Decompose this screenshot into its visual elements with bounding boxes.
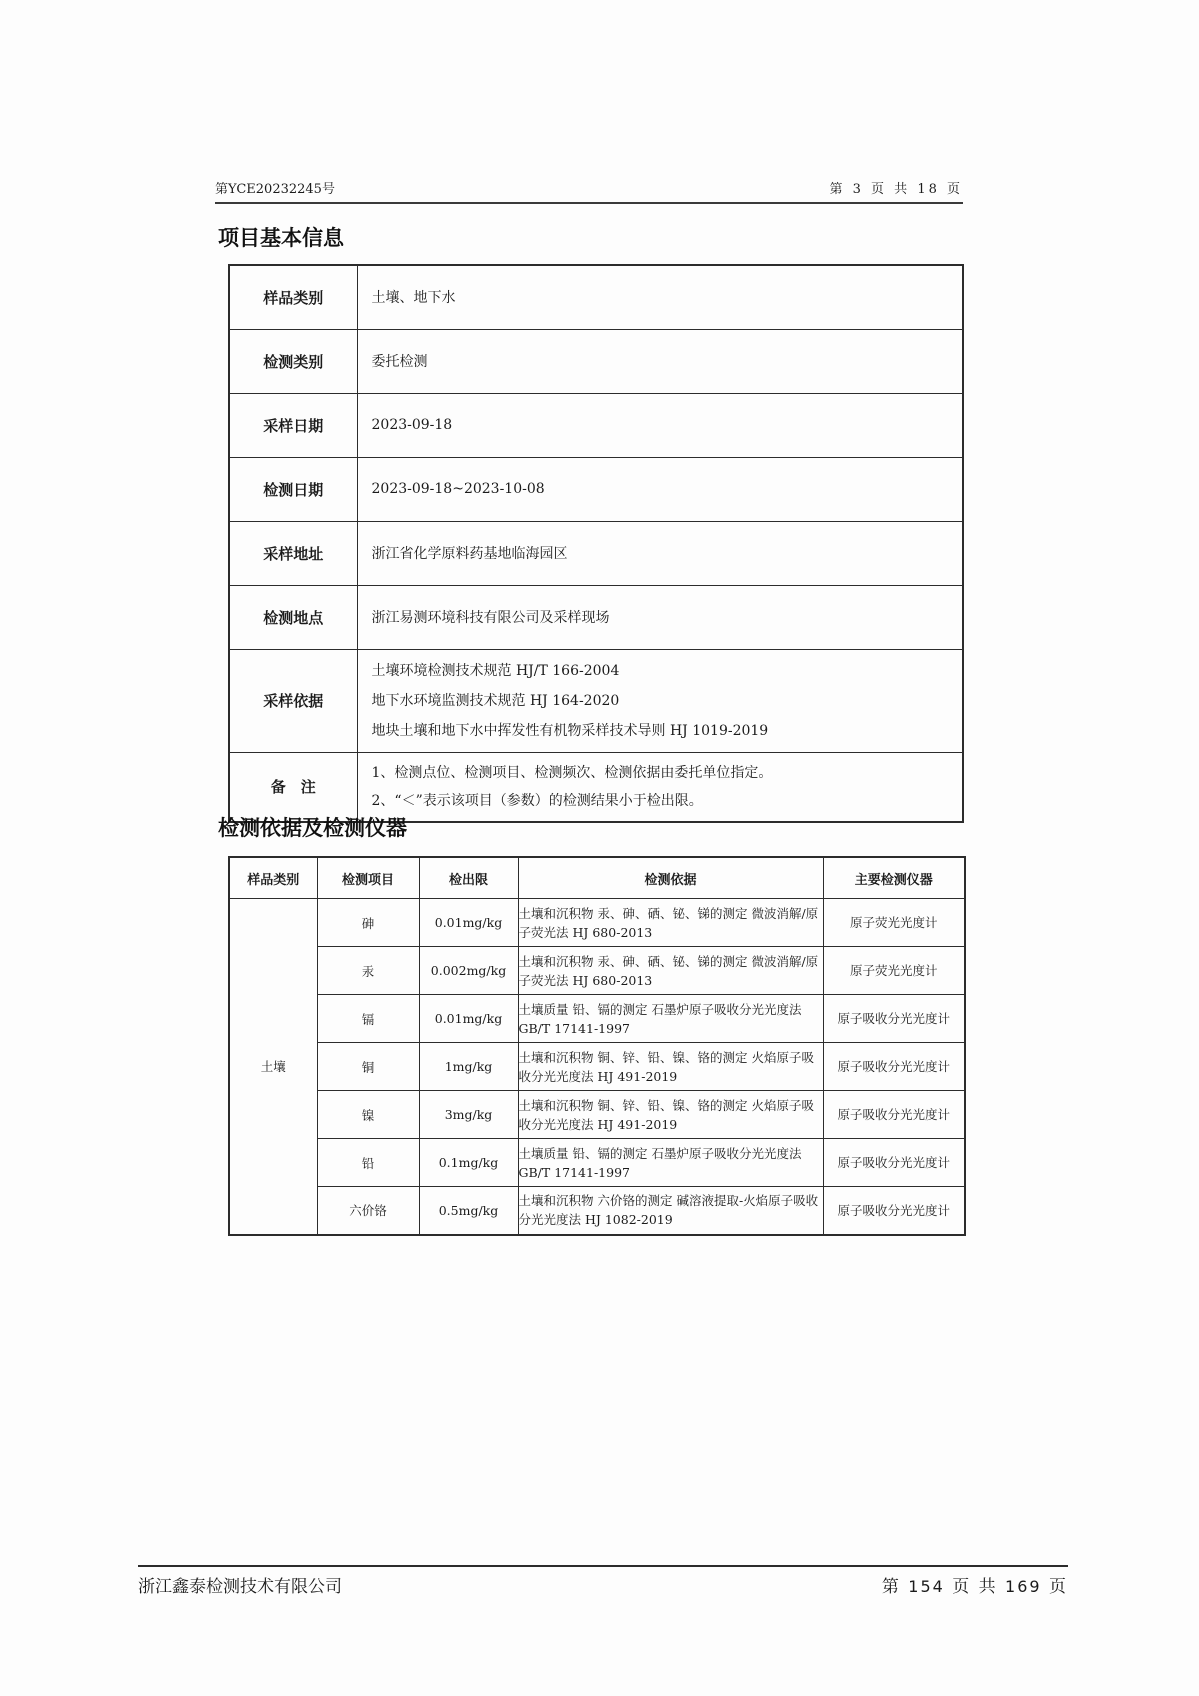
footer-page-suffix: 页 <box>1049 1577 1068 1597</box>
instrument: 原子吸收分光光度计 <box>823 995 965 1043</box>
footer-page-indicator <box>882 1572 1068 1597</box>
method-row <box>229 1091 965 1139</box>
test-item: 镉 <box>317 995 419 1043</box>
detection-limit: 0.5mg/kg <box>419 1187 518 1235</box>
footer-page-mid: 页 共 <box>952 1577 998 1597</box>
method-row <box>229 947 965 995</box>
header-page-indicator: 第 3 页 共 18 页 <box>829 182 963 197</box>
row-value: 浙江省化学原料药基地临海园区 <box>357 521 963 585</box>
table-row <box>229 265 963 329</box>
sample-category-cell: 土壤 <box>229 899 317 1235</box>
test-item: 镍 <box>317 1091 419 1139</box>
method-standard: 土壤和沉积物 铜、锌、铅、镍、铬的测定 火焰原子吸收分光光度法 HJ 491-2019 <box>518 1091 823 1139</box>
footer-total-pages: 169 <box>1005 1577 1042 1596</box>
table-row <box>229 329 963 393</box>
test-item: 铜 <box>317 1043 419 1091</box>
row-value: 2023-09-18~2023-10-08 <box>357 457 963 521</box>
detection-limit: 0.01mg/kg <box>419 995 518 1043</box>
detection-limit: 3mg/kg <box>419 1091 518 1139</box>
detection-limit: 0.01mg/kg <box>419 899 518 947</box>
row-value: 土壤、地下水 <box>357 265 963 329</box>
method-standard: 土壤和沉积物 六价铬的测定 碱溶液提取-火焰原子吸收分光光度法 HJ 1082-2019 <box>518 1187 823 1235</box>
row-value <box>357 752 963 822</box>
basis-line: 地块土壤和地下水中挥发性有机物采样技术导则 HJ 1019-2019 <box>371 722 769 739</box>
row-value <box>357 649 963 752</box>
method-standard: 土壤和沉积物 铜、锌、铅、镍、铬的测定 火焰原子吸收分光光度法 HJ 491-2019 <box>518 1043 823 1091</box>
company-name: 浙江鑫泰检测技术有限公司 <box>138 1577 342 1597</box>
detection-limit: 0.1mg/kg <box>419 1139 518 1187</box>
instrument: 原子荧光光度计 <box>823 899 965 947</box>
table-row <box>229 521 963 585</box>
methods-header-row <box>229 857 965 899</box>
detection-limit: 0.002mg/kg <box>419 947 518 995</box>
table-row <box>229 393 963 457</box>
method-standard: 土壤和沉积物 汞、砷、硒、铋、锑的测定 微波消解/原子荧光法 HJ 680-2013 <box>518 947 823 995</box>
method-row <box>229 899 965 947</box>
page-footer <box>138 1572 1068 1597</box>
row-label: 采样日期 <box>229 393 357 457</box>
method-row <box>229 1187 965 1235</box>
section-title-methods-instruments: 检测依据及检测仪器 <box>218 816 407 840</box>
method-standard: 土壤质量 铅、镉的测定 石墨炉原子吸收分光光度法 GB/T 17141-1997 <box>518 1139 823 1187</box>
detection-limit: 1mg/kg <box>419 1043 518 1091</box>
row-value: 委托检测 <box>357 329 963 393</box>
method-row <box>229 995 965 1043</box>
basis-line: 土壤环境检测技术规范 HJ/T 166-2004 <box>371 662 620 679</box>
instrument: 原子吸收分光光度计 <box>823 1139 965 1187</box>
instrument: 原子吸收分光光度计 <box>823 1043 965 1091</box>
footer-divider <box>138 1565 1068 1567</box>
row-label: 采样地址 <box>229 521 357 585</box>
test-item: 砷 <box>317 899 419 947</box>
method-row <box>229 1043 965 1091</box>
col-header-sample-category: 样品类别 <box>229 857 317 899</box>
col-header-test-item: 检测项目 <box>317 857 419 899</box>
col-header-method: 检测依据 <box>518 857 823 899</box>
row-label: 检测日期 <box>229 457 357 521</box>
footer-page-number: 154 <box>908 1577 945 1596</box>
table-row <box>229 585 963 649</box>
col-header-detection-limit: 检出限 <box>419 857 518 899</box>
test-item: 汞 <box>317 947 419 995</box>
method-standard: 土壤质量 铅、镉的测定 石墨炉原子吸收分光光度法 GB/T 17141-1997 <box>518 995 823 1043</box>
row-value: 2023-09-18 <box>357 393 963 457</box>
instrument: 原子吸收分光光度计 <box>823 1091 965 1139</box>
table-row <box>229 457 963 521</box>
test-item: 铅 <box>317 1139 419 1187</box>
page-header <box>215 178 963 204</box>
report-number: 第YCE20232245号 <box>215 182 335 197</box>
instrument: 原子荧光光度计 <box>823 947 965 995</box>
row-value: 浙江易测环境科技有限公司及采样现场 <box>357 585 963 649</box>
test-item: 六价铬 <box>317 1187 419 1235</box>
remark-line: 2、“＜”表示该项目（参数）的检测结果小于检出限。 <box>371 792 703 809</box>
methods-table <box>228 856 966 1236</box>
method-row <box>229 1139 965 1187</box>
footer-page-prefix: 第 <box>881 1577 901 1597</box>
row-label: 检测类别 <box>229 329 357 393</box>
col-header-instrument: 主要检测仪器 <box>823 857 965 899</box>
section-title-basic-info: 项目基本信息 <box>218 226 344 250</box>
basic-info-table <box>228 264 964 823</box>
row-label: 样品类别 <box>229 265 357 329</box>
basis-line: 地下水环境监测技术规范 HJ 164-2020 <box>371 692 620 709</box>
instrument: 原子吸收分光光度计 <box>823 1187 965 1235</box>
row-label: 备 注 <box>229 752 357 822</box>
remark-line: 1、检测点位、检测项目、检测频次、检测依据由委托单位指定。 <box>371 764 773 781</box>
method-standard: 土壤和沉积物 汞、砷、硒、铋、锑的测定 微波消解/原子荧光法 HJ 680-2013 <box>518 899 823 947</box>
row-label: 采样依据 <box>229 649 357 752</box>
table-row-sampling-basis <box>229 649 963 752</box>
row-label: 检测地点 <box>229 585 357 649</box>
